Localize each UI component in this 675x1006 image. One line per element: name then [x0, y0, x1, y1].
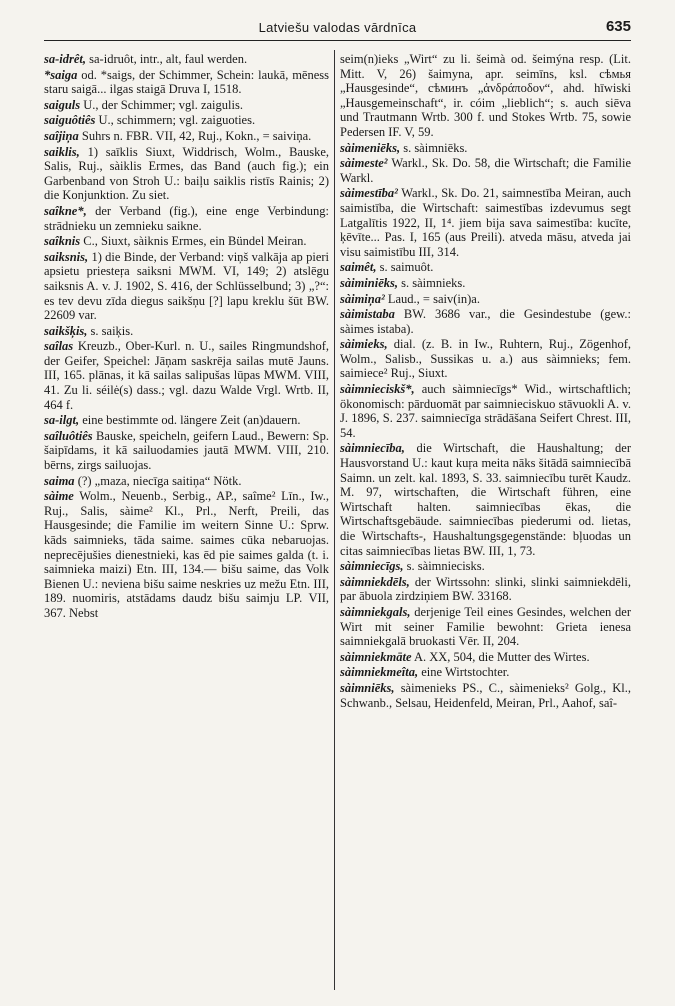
- dictionary-entry: [340, 307, 631, 336]
- dictionary-entry: [340, 650, 631, 665]
- dictionary-entry: [340, 605, 631, 649]
- entry-text: der Wirtssohn: slinki, slinki saimniekdēli, par ābuola zirdziņiem BW. 33168.: [340, 574, 631, 604]
- dictionary-entry: [340, 292, 631, 307]
- page-header: [44, 10, 631, 41]
- entry-headword: sàimestība²: [340, 186, 398, 201]
- entry-headword: saîknis: [44, 234, 81, 249]
- entry-headword: sàimnieciskš*,: [340, 382, 415, 397]
- entry-headword: saiksnis,: [44, 249, 89, 264]
- entry-headword: sàiminiēks,: [340, 275, 398, 290]
- entry-text: derjenige Teil eines Gesindes, welchen der Wirt mit seiner Familie bewohnt: Grieta ienesa saimniekgalā bruokasti Vēr. II, 204.: [340, 604, 631, 649]
- dictionary-entry: [44, 204, 329, 233]
- entry-headword: sàimniecīgs,: [340, 559, 404, 574]
- entry-text: 1) die Binde, der Verband: viņš valkāja ap pieri apsietu priesteŗa saiksni MWM. VI, 149; 2) atslēgu saiksnis A. v. J. 1902, S. 416, der Schlüsselbund; 3) „?“: es tev devu zīda diegus saikšņu [?] lapu kreklu šūt BW. 22609 var.: [44, 249, 329, 323]
- dictionary-entry: [340, 186, 631, 259]
- dictionary-entry: [44, 68, 329, 97]
- entry-headword: sàimniekmāte: [340, 649, 412, 664]
- dictionary-entry: [44, 52, 329, 67]
- entry-headword: *saiga: [44, 67, 78, 82]
- entry-headword: sàimieks,: [340, 337, 388, 352]
- entry-text: sàimenieks PS., C., sàimenieks² Golg., Kl., Schwanb., Selsau, Heidenfeld, Meiran, Prl., Aahof, saî-: [340, 680, 631, 710]
- entry-text: Laud., = saiv(in)a.: [387, 291, 480, 306]
- entry-text: auch sàimniecīgs* Wid., wirtschaftlich; ökonomisch: pārduomāt par saimnieciskuo stāvuokli A. v. J. 1896, S. 237. saimniecīga strādāšana Seifert Chrest. III, 54.: [340, 382, 631, 440]
- entry-headword: sa-idrêt,: [44, 52, 87, 66]
- right-column: [340, 52, 631, 997]
- entry-text: od. *saigs, der Schimmer, Schein: laukā, mēness staru saigā... ilgas staigā Druva I, 1518.: [44, 67, 329, 97]
- dictionary-entry: [340, 441, 631, 558]
- entry-text: eine Wirtstochter.: [421, 665, 510, 680]
- dictionary-entry: [44, 474, 329, 489]
- dictionary-entry: [44, 489, 329, 620]
- entry-text: Bauske, speicheln, geifern Laud., Bewern: Sp. šaipīdams, it kā sailuodamies jautā MWM. VIII, 210. bērns, zirgs sailuojas.: [44, 428, 329, 473]
- entry-headword: sa-ilgt,: [44, 413, 80, 428]
- entry-text: seim(n)ieks „Wirt“ zu li. šeimà od. šeimýna resp. (Lit. Mitt. V, 26) šaimyna, apr. seimīns, ksl. сѣмья „Hausgesinde“, сѣминъ „ἀνδράποδον“, ahd. hīwiski „Hausgemeinschaft“, ir. cóim „lieblich“; s. auch siēva und Trautmann Wrtb. 300 f. und Stokes Wrtb. 75, sowie Pedersen IF. V, 59.: [340, 52, 631, 139]
- entry-headword: saîjiņa: [44, 128, 79, 143]
- left-column: [44, 52, 329, 997]
- dictionary-entry: [44, 113, 329, 128]
- entry-headword: sàimniekmeîta,: [340, 665, 419, 680]
- entry-headword: saîkne*,: [44, 203, 87, 218]
- entry-text: U., der Schimmer; vgl. zaigulis.: [83, 97, 243, 112]
- entry-text: Suhrs n. FBR. VII, 42, Ruj., Kokn., = saiviņa.: [81, 128, 312, 143]
- dictionary-entry: [44, 339, 329, 412]
- dictionary-entry: [44, 324, 329, 339]
- dictionary-entry: [340, 260, 631, 275]
- entry-text: BW. 3686 var., die Gesindestube (gew.: sàimes istaba).: [340, 307, 631, 336]
- dictionary-entry: [44, 234, 329, 249]
- dictionary-entry: [340, 681, 631, 710]
- entry-headword: sàimeste²: [340, 156, 388, 171]
- dictionary-entry: [340, 559, 631, 574]
- entry-text: C., Siuxt, sàiknis Ermes, ein Bündel Meiran.: [83, 234, 307, 249]
- entry-text: eine bestimmte od. längere Zeit (an)dauern.: [82, 413, 301, 428]
- entry-headword: saiguôtiês: [44, 113, 96, 128]
- page-number: 635: [605, 18, 631, 35]
- entry-text: s. sàimnieks.: [401, 275, 466, 290]
- dictionary-entry: [340, 156, 631, 185]
- entry-headword: saiguls: [44, 97, 81, 112]
- dictionary-entry: [340, 575, 631, 604]
- entry-headword: sàimniekgals,: [340, 604, 411, 619]
- entry-text: der Verband (fig.), eine enge Verbindung: strādnieku un zemnieku saikne.: [44, 203, 329, 233]
- dictionary-entry: [340, 337, 631, 381]
- entry-headword: sàime: [44, 489, 74, 504]
- dictionary-entry: [340, 141, 631, 156]
- dictionary-entry: [44, 145, 329, 203]
- entry-text: (?) „maza, niecīga saitiņa“ Nötk.: [77, 473, 242, 488]
- dictionary-entry: [44, 129, 329, 144]
- dictionary-entry: [340, 276, 631, 291]
- entry-text: Kreuzb., Ober-Kurl. n. U., sailes Ringmundshof, der Geifer, Speichel: Jāņam saskrēja sailas mutē Jauns. III, 165. plānas, it kā sailas salipušas lūpas MWM. VIII, 41. Zu li. séilė(s) dass.; vgl. dazu Walde Vrgl. Wrtb. II, 464 f.: [44, 339, 329, 412]
- entry-text: Wolm., Neuenb., Serbig., AP., saîme² Līn., Iw., Ruj., Salis, sàime² Kl., Prl., Nerft, Preili, das Hausgesinde; die Familie im weitern Sinne U.: Sprw. kāds saimnieks, tāda saime. saimes cūka nebaruojas. neprecējušies dienestnieki, kas ēd pie saimes galda (t. i. saimnieka maizi) Etn. III, 134.— bišu saime, das Volk Bienen U.: neviena bišu saime neskries uz mežu Etn. III, 189. nuomiris, atstādams daudz bišu saimju LP. VII, 367. Nebst: [44, 489, 329, 620]
- entry-text: sa-idruôt, intr., alt, faul werden.: [89, 52, 248, 66]
- entry-headword: sàimeniēks,: [340, 140, 401, 155]
- entry-headword: saima: [44, 473, 75, 488]
- entry-headword: saimêt,: [340, 260, 377, 275]
- entry-text: A. XX, 504, die Mutter des Wirtes.: [413, 649, 590, 664]
- dictionary-entry: [44, 98, 329, 113]
- dictionary-entry: [340, 665, 631, 680]
- dictionary-entry: [44, 413, 329, 428]
- entry-headword: sàimniekdēls,: [340, 574, 410, 589]
- entry-headword: saikšķis,: [44, 323, 88, 338]
- entry-headword: sàimniēks,: [340, 680, 395, 695]
- entry-headword: sàimniecība,: [340, 441, 405, 456]
- entry-headword: sàimiņa²: [340, 291, 385, 306]
- entry-text: Warkl., Sk. Do. 58, die Wirtschaft; die Familie Warkl.: [340, 156, 631, 185]
- dictionary-entry: [44, 429, 329, 473]
- column-divider: [334, 50, 335, 990]
- entry-text: Warkl., Sk. Do. 21, saimnestība Meiran, auch saimistība, die Wirtschaft: saimestības izdevumus segt Latgalītis 1922, II, 1⁴. jiem bija sava saimestība: kucīte, ķēvīte... Pas. I, 165 (aus Preili). atveda māsu, atveda jai visu saimistību III, 314.: [340, 186, 631, 259]
- entry-text: s. sàimniēks.: [403, 140, 468, 155]
- entry-text: dial. (z. B. in Iw., Ruhtern, Ruj., Zögenhof, Wolm., Salisb., Sussikas u. a.) aus sàimnieks; fem. saimiece² Ruj., Siuxt.: [340, 337, 631, 381]
- entry-text: s. sàimniecisks.: [406, 559, 485, 574]
- entry-headword: saîluôtiês: [44, 428, 93, 443]
- entry-text: s. saiķis.: [90, 323, 134, 338]
- entry-text: die Wirtschaft, die Haushaltung; der Hausvorstand U.: kaut kuŗa meita nāks šitādā saimniecībā Saimn. un zelt. kal. 1893, S. 33. saimniecību turēt Kaudz. M. 97, wirtschaften, die Wirtschaft führen, eine Wirtschaft halten. saimniecības ēkas, die Wirtschaftsgebäude. saimniecības piederumi od. lietas, die Wirtschafts-, Haushaltungsgegenstände: bļuodas un citas saimniecības lietas BW. III, 1, 73.: [340, 441, 631, 558]
- entry-headword: sàimistaba: [340, 307, 395, 322]
- entry-headword: saîlas: [44, 339, 74, 354]
- entry-headword: saiklis,: [44, 144, 80, 159]
- entry-text: s. saimuôt.: [379, 260, 434, 275]
- entry-text: 1) saīklis Siuxt, Widdrisch, Wolm., Bauske, Salis, Ruj., sàiklis Ermes, das Band (auch fig.); ein Garbenband von Stroh U.: baiļu saiklis ristīs Rainis; 2) die Konjunktion. Zu siet.: [44, 144, 329, 203]
- dictionary-entry: [340, 382, 631, 440]
- entry-text: U., schimmern; vgl. zaiguoties.: [98, 113, 256, 128]
- running-title: Latviešu valodas vārdnīca: [258, 20, 417, 35]
- dictionary-entry: [44, 250, 329, 323]
- dictionary-entry: [340, 52, 631, 140]
